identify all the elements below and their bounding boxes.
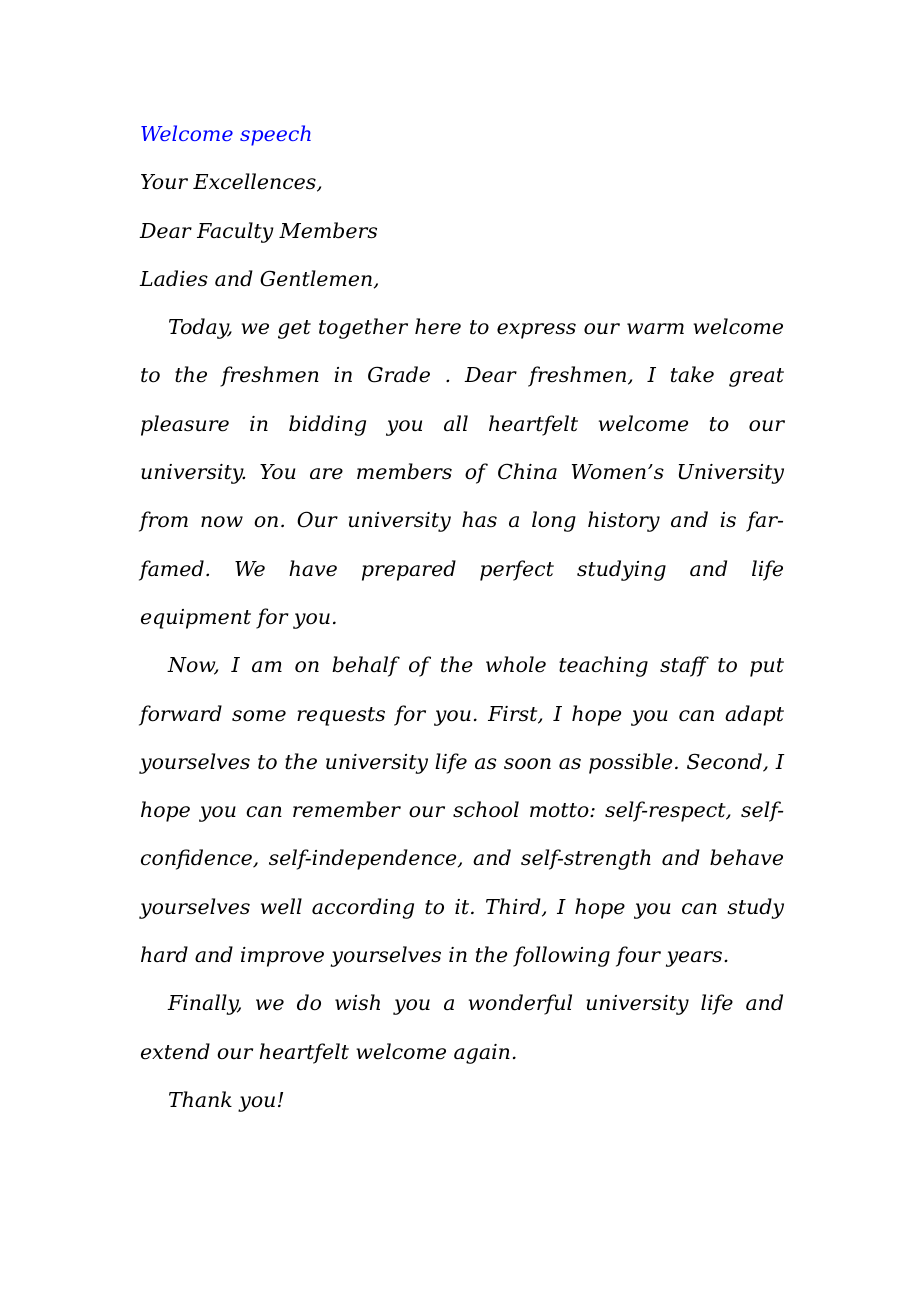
salutation-faculty: Dear Faculty Members	[140, 218, 378, 243]
document-page	[140, 110, 784, 1124]
paragraph-welcome: Today, we get together here to express our warm welcome to the freshmen in Grade . Dear freshmen, I take great pleasure in bidding you all heartfelt welcome to our university. You are members of China Women’s University from now on. Our university has a long history and is far-famed. We have prepared perfect studying and life equipment for you.	[140, 315, 784, 629]
salutation-excellences: Your Excellences,	[140, 170, 323, 195]
paragraph-requests: Now, I am on behalf of the whole teaching staff to put forward some requests for you. First, I hope you can adapt yourselves to the university life as soon as possible. Second, I hope you can remember our school motto: self-respect, self-confidence, self-independence, and self-strength and behave yourselves well according to it. Third, I hope you can study hard and improve yourselves in the following four years.	[140, 653, 784, 968]
paragraph-thanks: Thank you!	[168, 1087, 285, 1112]
paragraph-closing: Finally, we do wish you a wonderful university life and extend our heartfelt welcome again.	[140, 991, 784, 1064]
speech-title: Welcome speech	[140, 122, 313, 146]
salutation-ladies-gentlemen: Ladies and Gentlemen,	[140, 266, 380, 291]
